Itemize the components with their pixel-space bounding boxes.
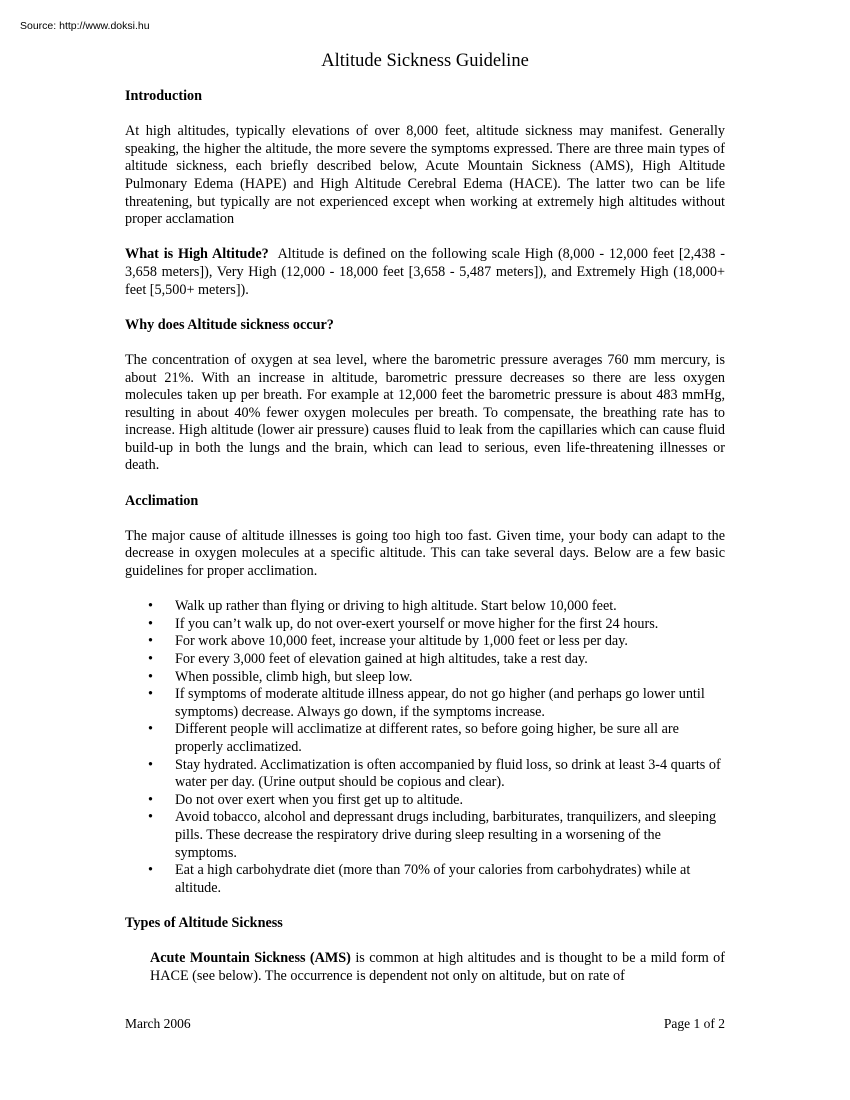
acclimation-heading: Acclimation — [125, 492, 199, 509]
ams-paragraph — [125, 950, 725, 985]
page-footer — [125, 1016, 725, 1032]
list-item: • For every 3,000 feet of elevation gained at high altitudes, take a rest day. — [125, 651, 725, 669]
list-item: • Do not over exert when you first get up to altitude. — [125, 792, 725, 810]
list-item: • If you can’t walk up, do not over-exert yourself or move higher for the first 24 hours. — [125, 616, 725, 634]
source-url: Source: http://www.doksi.hu — [20, 20, 150, 32]
why-heading: Why does Altitude sickness occur? — [125, 316, 334, 333]
footer-page-number: Page 1 of 2 — [663, 1016, 725, 1031]
high-altitude-paragraph — [125, 246, 725, 299]
list-item: • Avoid tobacco, alcohol and depressant drugs including, barbiturates, tranquilizers, and sleeping pills. These decrease the respiratory drive during sleep resulting in a worsening of the symptoms. — [125, 809, 725, 862]
document-page — [125, 50, 725, 985]
ams-term: Acute Mountain Sickness (AMS) — [150, 950, 351, 967]
document-title: Altitude Sickness Guideline — [321, 51, 529, 71]
list-item: • When possible, climb high, but sleep low. — [125, 669, 725, 687]
ams-text: is common at high altitudes and is thought to be a mild form of HACE (see below). The occurrence is dependent not only on altitude, but on rate of — [150, 950, 725, 984]
introduction-heading: Introduction — [125, 88, 202, 104]
list-item: • For work above 10,000 feet, increase your altitude by 1,000 feet or less per day. — [125, 633, 725, 651]
list-item: • Eat a high carbohydrate diet (more than 70% of your calories from carbohydrates) while at altitude. — [125, 862, 725, 897]
acclimation-guidelines-list — [125, 598, 725, 897]
list-item: • Stay hydrated. Acclimatization is often accompanied by fluid loss, so drink at least 3-4 quarts of water per day. (Urine output should be copious and clear). — [125, 757, 725, 792]
introduction-paragraph: At high altitudes, typically elevations of over 8,000 feet, altitude sickness may manifest. Generally speaking, the higher the altitude, the more severe the symptoms expressed. There are three main types of altitude sickness, each briefly described below, Acute Mountain Sickness (AMS), High Altitude Pulmonary Edema (HAPE) and High Altitude Cerebral Edema (HACE). The latter two can be life threatening, but typically are not experienced except when working at extremely high altitudes without proper acclamation — [125, 123, 725, 228]
types-heading: Types of Altitude Sickness — [125, 914, 283, 931]
list-item: • If symptoms of moderate altitude illness appear, do not go higher (and perhaps go lower until symptoms) decrease. Always go down, if the symptoms increase. — [125, 686, 725, 721]
acclimation-paragraph: The major cause of altitude illnesses is going too high too fast. Given time, your body can adapt to the decrease in oxygen molecules at a specific altitude. This can take several days. Below are a few basic guidelines for proper acclimation. — [125, 527, 725, 580]
high-altitude-text: Altitude is defined on the following scale High (8,000 - 12,000 feet [2,438 - 3,658 meters]), Very High (12,000 - 18,000 feet [3,658 - 5,487 meters]), and Extremely High (18,000+ feet [5,500+ meters]). — [125, 246, 725, 298]
why-paragraph: The concentration of oxygen at sea level, where the barometric pressure averages 760 mm mercury, is about 21%. With an increase in altitude, barometric pressure decreases so there are less oxygen molecules taken up per breath. For example at 12,000 feet the barometric pressure is about 483 mmHg, resulting in about 40% fewer oxygen molecules per breath. To compensate, the breathing rate has to increase. High altitude (lower air pressure) causes fluid to leak from the capillaries which can cause fluid build-up in both the lungs and the brain, which can lead to serious, even life-threatening illnesses or death. — [125, 351, 725, 474]
list-item: • Different people will acclimatize at different rates, so before going higher, be sure all are properly acclimatized. — [125, 721, 725, 756]
list-item: • Walk up rather than flying or driving to high altitude. Start below 10,000 feet. — [125, 598, 725, 616]
high-altitude-heading: What is High Altitude? — [125, 246, 269, 263]
footer-date: March 2006 — [125, 1016, 191, 1031]
